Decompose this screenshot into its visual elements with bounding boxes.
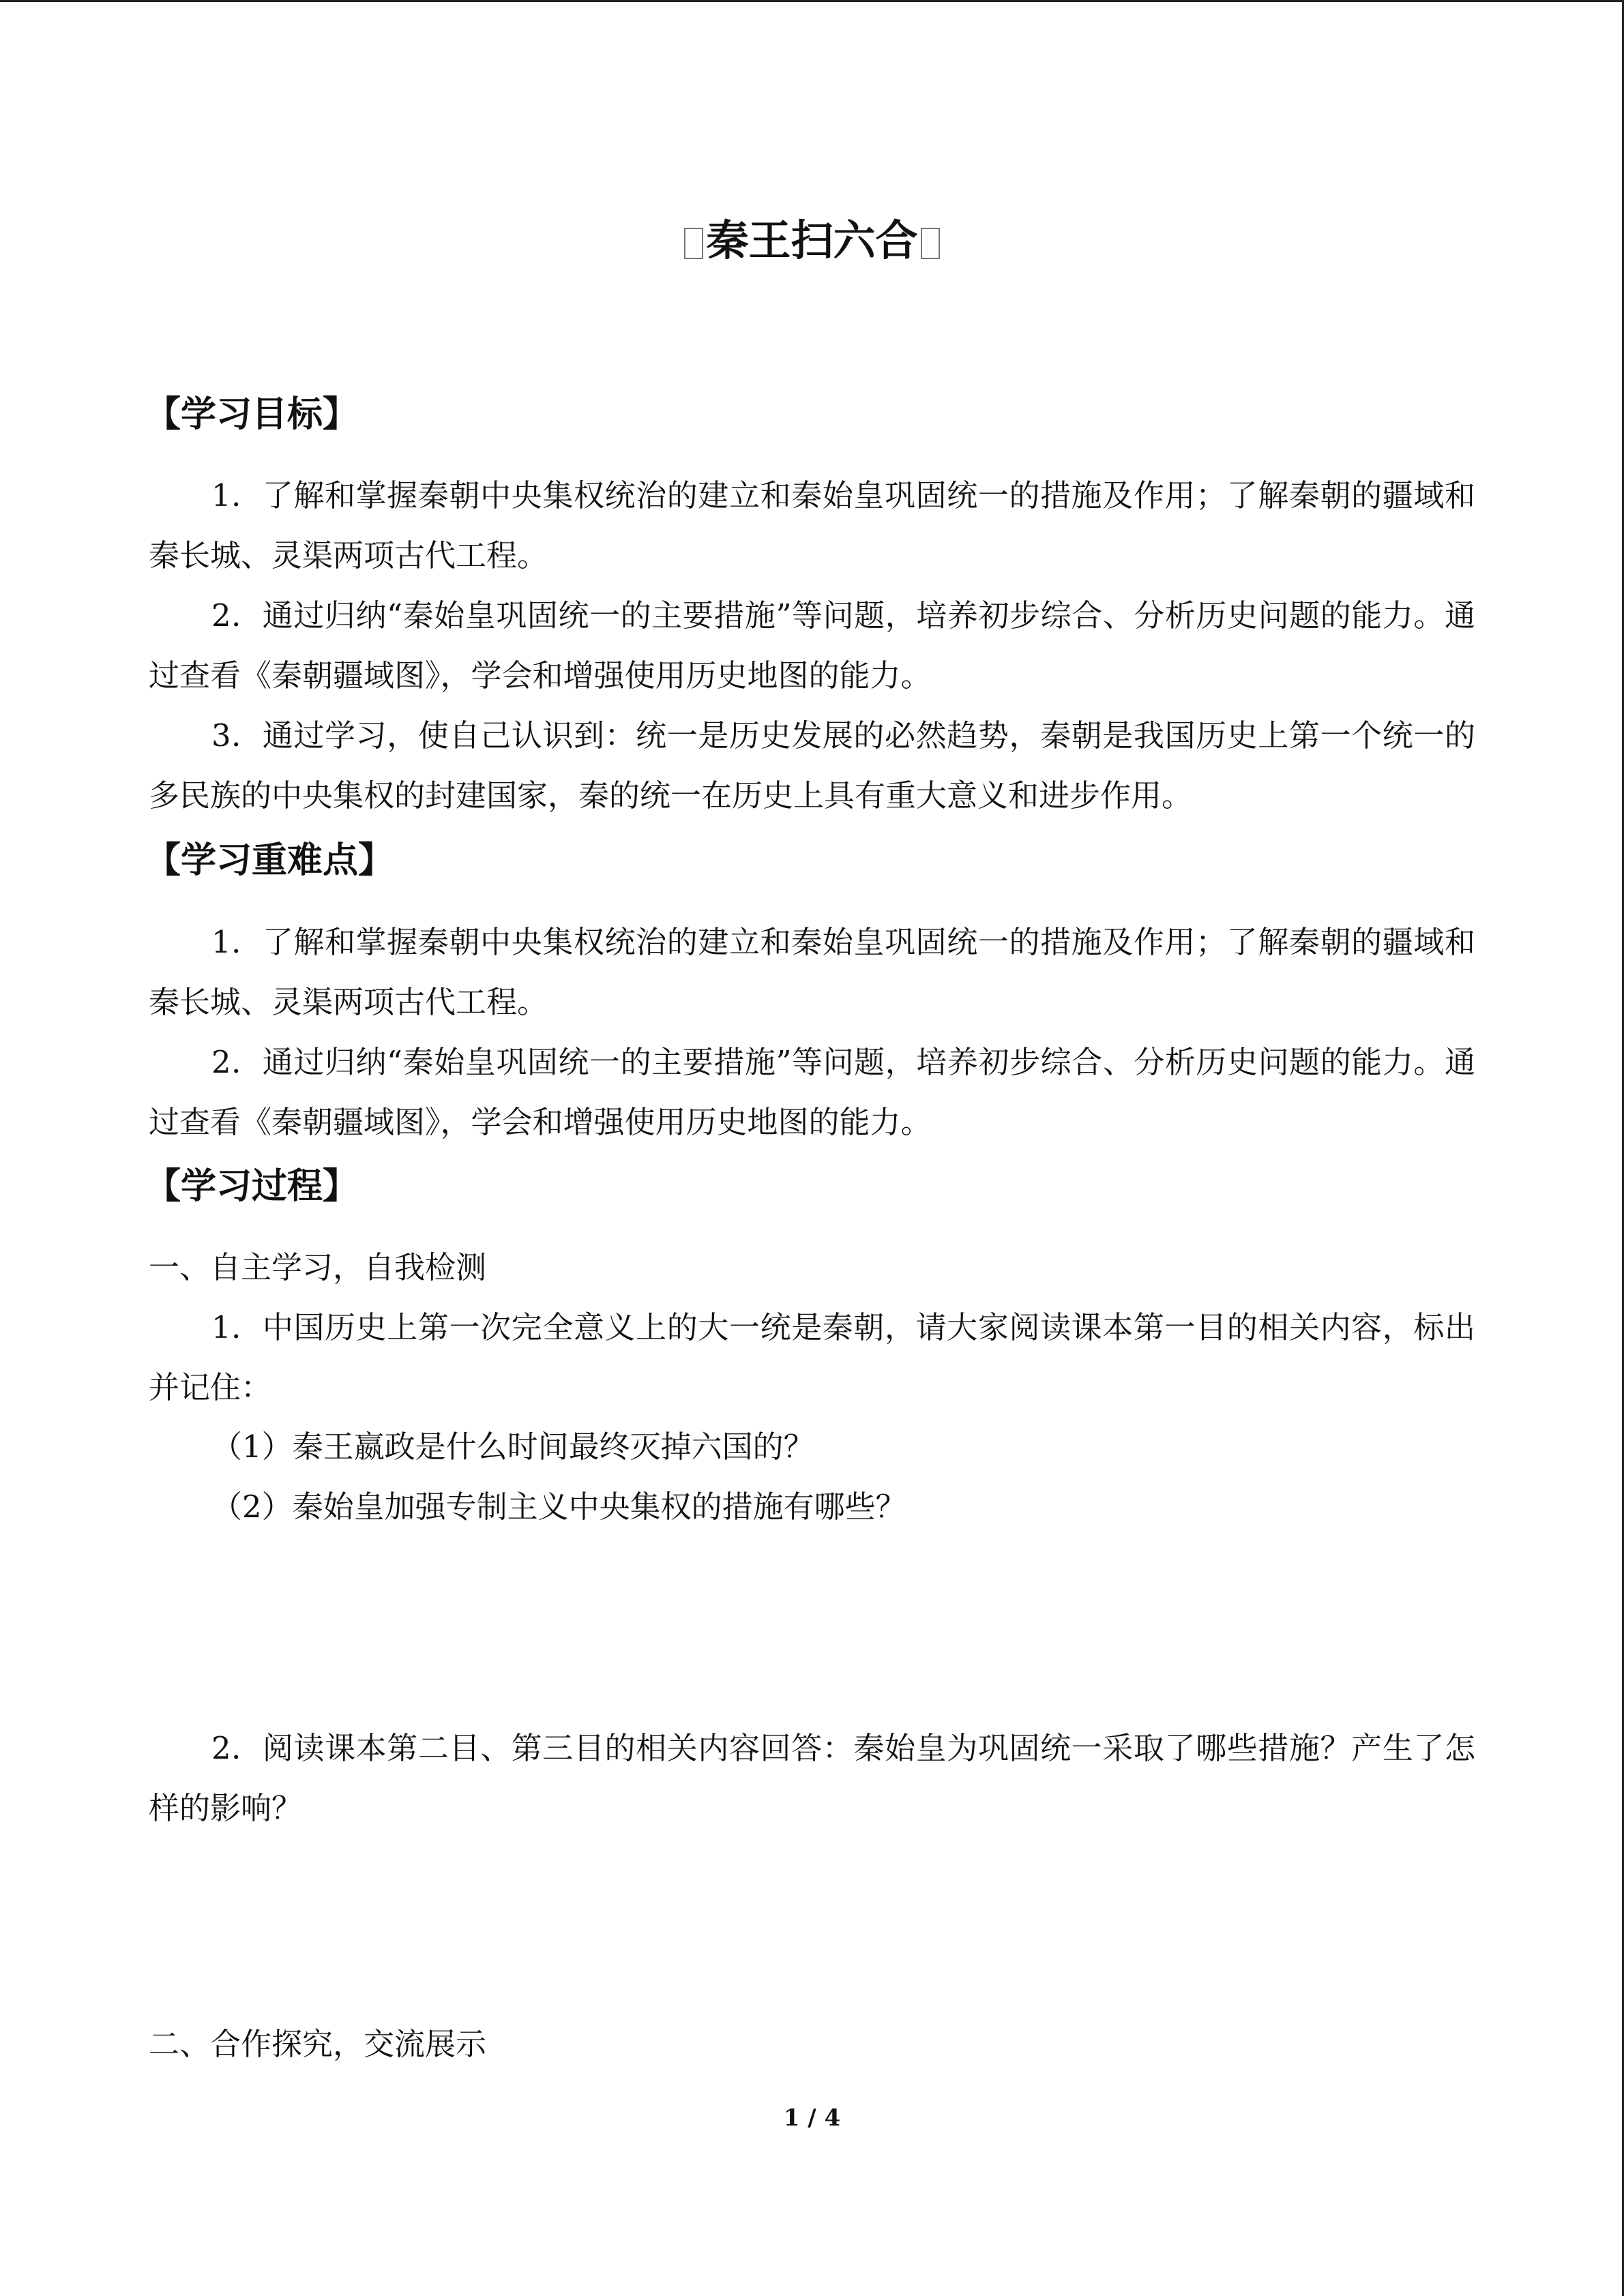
process-heading: 【学习过程】	[145, 1166, 359, 1207]
question-1: 1．中国历史上第一次完全意义上的大一统是秦朝，请大家阅读课本第一目的相关内容，标出并记住：	[149, 1309, 1475, 1405]
objective-item-2: 2．通过归纳“秦始皇巩固统一的主要措施”等问题，培养初步综合、分析历史问题的能力。通过查看《秦朝疆域图》，学会和增强使用历史地图的能力。	[149, 597, 1475, 694]
objectives-heading: 【学习目标】	[145, 394, 359, 435]
title-text: 秦王扫六合	[706, 215, 918, 265]
part2-title: 二、合作探究，交流展示	[149, 2026, 487, 2062]
page-title	[0, 210, 1624, 271]
question-1-sub-2: （2）秦始皇加强专制主义中央集权的措施有哪些？	[211, 1489, 906, 1525]
missing-glyph-box-left	[684, 228, 703, 259]
key-point-item-1: 1．了解和掌握秦朝中央集权统治的建立和秦始皇巩固统一的措施及作用；了解秦朝的疆域和秦长城、灵渠两项古代工程。	[149, 924, 1475, 1020]
part1-title: 一、自主学习，自我检测	[149, 1249, 487, 1285]
missing-glyph-box-right	[921, 228, 940, 259]
question-2: 2．阅读课本第二目、第三目的相关内容回答：秦始皇为巩固统一采取了哪些措施？产生了怎样的影响？	[149, 1730, 1475, 1826]
objective-item-3: 3．通过学习，使自己认识到：统一是历史发展的必然趋势，秦朝是我国历史上第一个统一的多民族的中央集权的封建国家，秦的统一在历史上具有重大意义和进步作用。	[149, 717, 1475, 814]
key-points-heading: 【学习重难点】	[145, 840, 394, 881]
page-border-top	[0, 0, 1624, 2]
key-point-item-2: 2．通过归纳“秦始皇巩固统一的主要措施”等问题，培养初步综合、分析历史问题的能力。通过查看《秦朝疆域图》，学会和增强使用历史地图的能力。	[149, 1044, 1475, 1140]
question-1-sub-1: （1）秦王嬴政是什么时间最终灭掉六国的？	[211, 1429, 814, 1465]
objective-item-1: 1．了解和掌握秦朝中央集权统治的建立和秦始皇巩固统一的措施及作用；了解秦朝的疆域和秦长城、灵渠两项古代工程。	[149, 477, 1475, 573]
page-number: 1 / 4	[783, 2104, 841, 2132]
